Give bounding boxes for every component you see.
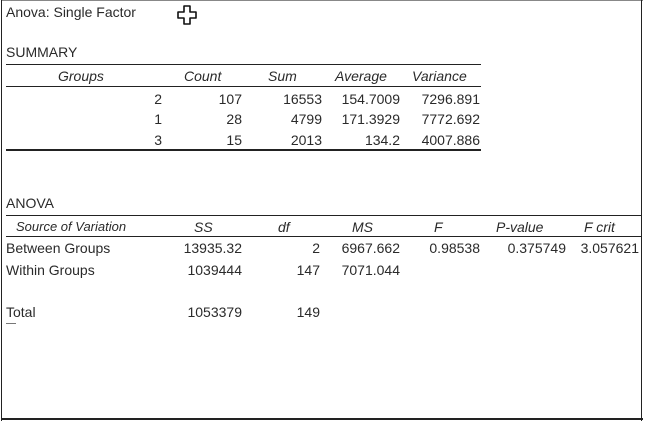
summary-header-groups: Groups xyxy=(58,68,104,84)
frame-top-border xyxy=(1,0,643,1)
row-label-within-groups: Within Groups xyxy=(6,262,95,278)
anova-header-source: Source of Variation xyxy=(16,219,127,234)
table-cell: 2 xyxy=(154,91,162,107)
table-cell: 13935.32 xyxy=(183,240,242,256)
anova-header-p-value: P-value xyxy=(496,219,544,235)
summary-header-count: Count xyxy=(184,68,222,84)
table-cell: 7071.044 xyxy=(341,262,400,278)
anova-header-df: df xyxy=(278,219,290,235)
summary-header-rule xyxy=(6,86,481,87)
summary-top-rule xyxy=(6,64,481,65)
summary-header-sum: Sum xyxy=(268,68,297,84)
table-cell: 134.2 xyxy=(364,132,400,148)
anova-heading: ANOVA xyxy=(6,195,54,211)
table-cell: 15 xyxy=(226,132,242,148)
anova-bottom-rule-fragment xyxy=(6,323,16,324)
summary-header-average: Average xyxy=(335,68,387,84)
table-cell: 16553 xyxy=(283,91,322,107)
table-cell: 154.7009 xyxy=(341,91,400,107)
anova-header-rule xyxy=(6,236,642,237)
summary-bottom-rule xyxy=(6,149,481,151)
summary-header-variance: Variance xyxy=(412,68,467,84)
anova-right-rule xyxy=(641,215,642,325)
table-cell: 4007.886 xyxy=(421,132,480,148)
anova-header-ss: SS xyxy=(194,219,213,235)
table-cell: 147 xyxy=(296,262,320,278)
frame-bottom-border xyxy=(1,418,643,420)
anova-top-rule xyxy=(6,215,642,216)
analysis-title: Anova: Single Factor xyxy=(6,4,136,20)
anova-header-f: F xyxy=(434,219,443,235)
table-cell: 4799 xyxy=(290,111,322,127)
frame-right-border xyxy=(641,0,642,421)
table-cell: 107 xyxy=(218,91,242,107)
frame-left-border xyxy=(1,0,2,421)
table-cell: 7772.692 xyxy=(421,111,480,127)
summary-heading: SUMMARY xyxy=(6,44,78,60)
table-cell: 0.375749 xyxy=(507,240,566,256)
table-cell: 28 xyxy=(226,111,242,127)
table-cell: 3 xyxy=(154,132,162,148)
table-cell: 2013 xyxy=(290,132,322,148)
table-cell: 1039444 xyxy=(187,262,242,278)
table-cell: 1053379 xyxy=(187,304,242,320)
row-label-between-groups: Between Groups xyxy=(6,240,111,256)
row-label-total: Total xyxy=(6,304,36,320)
table-cell: 6967.662 xyxy=(341,240,400,256)
move-cursor-icon xyxy=(176,4,198,26)
table-cell: 171.3929 xyxy=(341,111,400,127)
table-cell: 1 xyxy=(154,111,162,127)
table-cell: 2 xyxy=(312,240,320,256)
table-cell: 7296.891 xyxy=(421,91,480,107)
table-cell: 3.057621 xyxy=(580,240,639,256)
table-cell: 0.98538 xyxy=(429,240,480,256)
anova-header-ms: MS xyxy=(352,219,373,235)
table-cell: 149 xyxy=(296,304,320,320)
anova-header-f-crit: F crit xyxy=(584,219,615,235)
